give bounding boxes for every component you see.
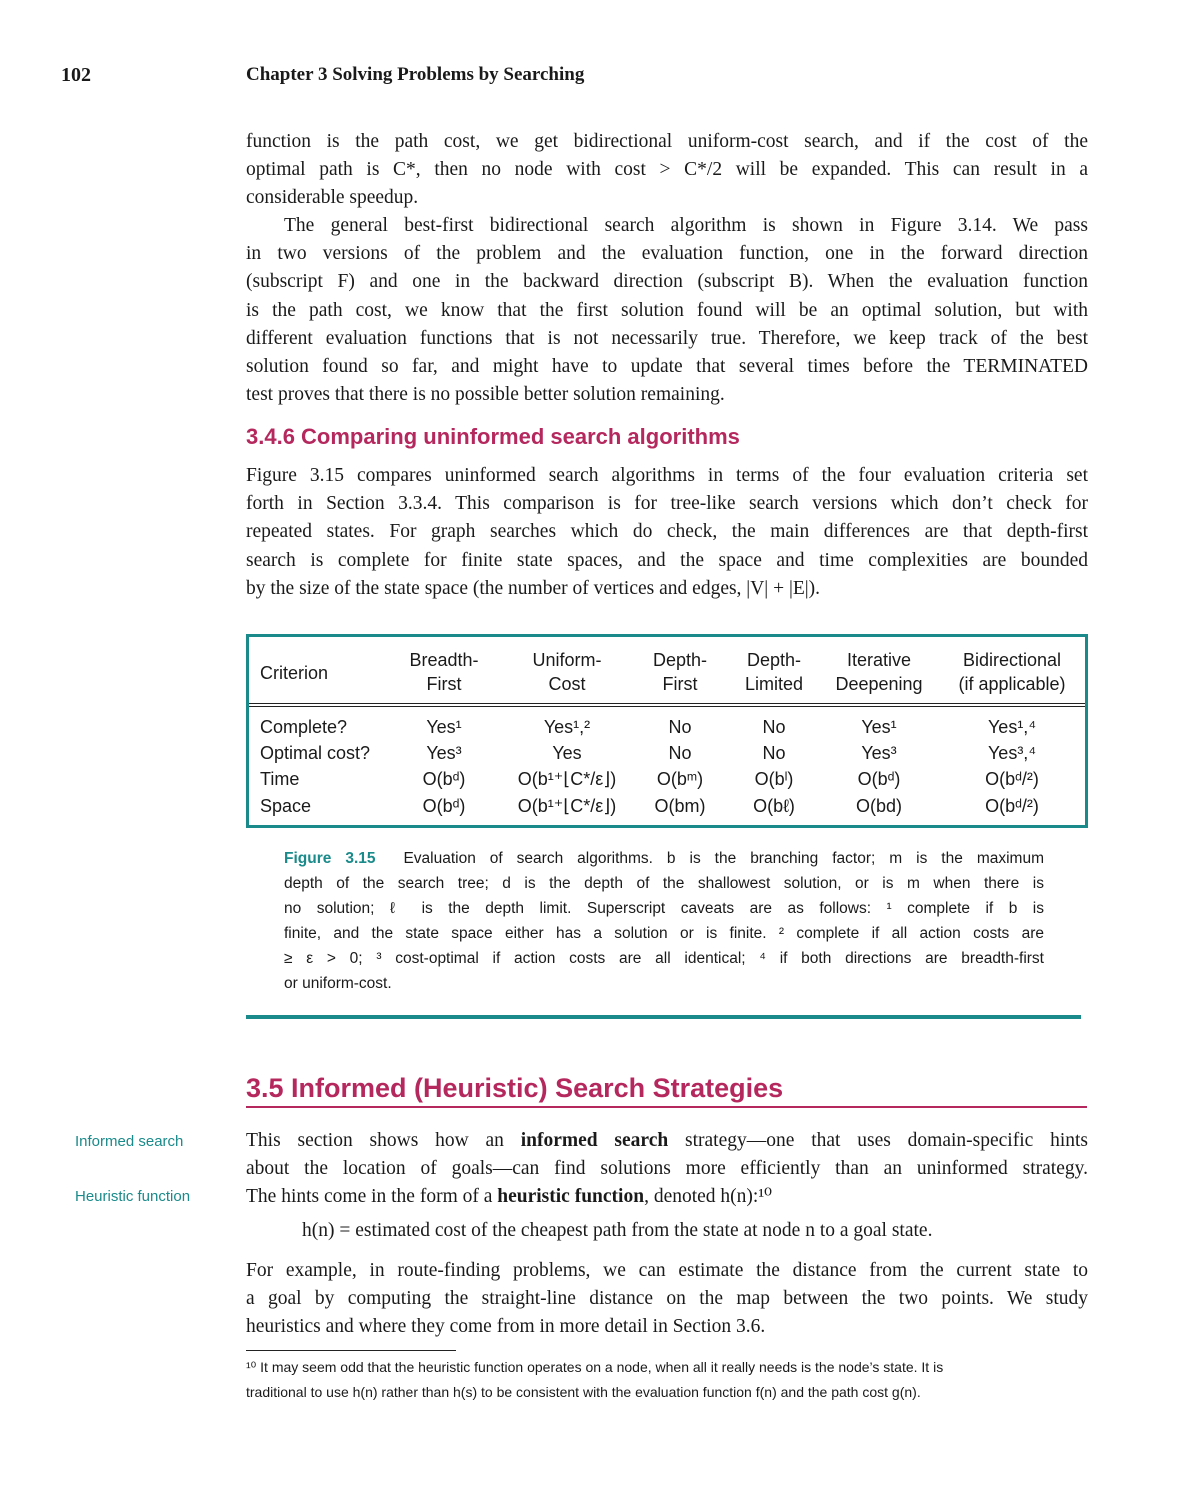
table-cell: Yes¹	[426, 717, 462, 737]
text-line: considerable speedup.	[246, 187, 419, 209]
table-header-col	[829, 648, 929, 696]
table-cell: Yes³,⁴	[987, 743, 1037, 763]
text-run: The hints come in the form of a	[246, 1186, 498, 1208]
margin-note-informed-search: Informed search	[75, 1133, 184, 1150]
text-line: heuristics and where they come from in more detail in Section 3.6.	[246, 1316, 766, 1338]
table-cell: O(bᵈ)	[422, 796, 466, 816]
table-row-label: Time	[260, 769, 300, 789]
table-cell: Yes³	[861, 743, 897, 763]
text-line: Figure 3.15 compares uninformed search algorithms in terms of the four evaluation criteria set	[246, 465, 1088, 486]
text-line	[246, 1127, 1088, 1155]
table-cell: O(bℓ)	[753, 796, 795, 816]
table-cell: No	[668, 717, 692, 737]
table-cell: Yes¹,²	[543, 717, 591, 737]
text-line: test proves that there is no possible better solution remaining.	[246, 384, 725, 406]
text-line: a goal by computing the straight-line distance on the map between the two points. We study	[246, 1288, 1088, 1310]
header-line: Iterative	[846, 650, 912, 670]
page-number: 102	[61, 64, 91, 86]
table-cell: No	[762, 717, 786, 737]
header-line: First	[662, 674, 698, 694]
table-row-label: Space	[260, 796, 312, 816]
table-rule	[249, 703, 1085, 704]
table-row-label: Complete?	[260, 717, 348, 737]
table-cell: O(b¹⁺⌊C*/ε⌋)	[517, 796, 617, 816]
table-cell: Yes	[552, 743, 582, 763]
figure-caption	[284, 846, 1044, 996]
table-header-col	[729, 648, 819, 696]
header-line: First	[426, 674, 462, 694]
table-cell: O(b¹⁺⌊C*/ε⌋)	[517, 769, 617, 789]
footnote-line: traditional to use h(n) rather than h(s) to be consistent with the evaluation function f(n) and the path cost g(n).	[246, 1384, 921, 1400]
header-line: Bidirectional	[962, 650, 1062, 670]
text-line: The general best-first bidirectional search algorithm is shown in Figure 3.14. We pass	[284, 215, 1088, 236]
table-cell: No	[668, 743, 692, 763]
table-header-criterion: Criterion	[260, 663, 329, 683]
subsection-title: 3.4.6 Comparing uninformed search algorithms	[246, 424, 740, 449]
table-cell: O(bᵈ/²)	[985, 769, 1039, 789]
header-line: Cost	[548, 674, 586, 694]
table-cell: O(bd)	[855, 796, 902, 816]
table-cell: Yes¹	[861, 717, 897, 737]
caption-label: Figure 3.15	[284, 850, 376, 867]
header-line: Uniform-	[532, 650, 602, 670]
term-heuristic-function: heuristic function	[497, 1186, 645, 1208]
text-line: For example, in route-finding problems, we can estimate the distance from the current state to	[246, 1260, 1088, 1281]
text-line: in two versions of the problem and the evaluation function, one in the forward direction	[246, 243, 1088, 265]
text-run: This section shows how an	[246, 1130, 521, 1151]
caption-line: or uniform-cost.	[284, 975, 392, 992]
table-header-col	[947, 648, 1077, 696]
text-line: optimal path is C*, then no node with cost > C*/2 will be expanded. This can result in a	[246, 159, 1088, 181]
text-line: (subscript F) and one in the backward direction (subscript B). When the evaluation function	[246, 271, 1088, 293]
footnote-line: ¹⁰ It may seem odd that the heuristic function operates on a node, when all it really needs is the node’s state. It is	[246, 1359, 944, 1375]
term-informed-search: informed search	[520, 1130, 669, 1151]
text-line: repeated states. For graph searches which do check, the main differences are that depth-first	[246, 521, 1088, 543]
header-line: Depth-	[746, 650, 802, 670]
table-rule	[249, 706, 1085, 707]
text-run: , denoted h(n):¹⁰	[644, 1186, 772, 1208]
margin-note-heuristic-function: Heuristic function	[75, 1188, 191, 1205]
caption-text: Evaluation of search algorithms. b is the branching factor; m is the maximum	[403, 850, 1044, 867]
figure-bottom-rule	[246, 1015, 1081, 1019]
caption-line: no solution; ℓ is the depth limit. Superscript caveats are as follows: ¹ complete if b is	[284, 900, 1044, 917]
chapter-header: Chapter 3 Solving Problems by Searching	[246, 64, 585, 85]
caption-line	[284, 846, 1044, 871]
table-cell: O(bᵐ)	[656, 769, 704, 789]
table-cell: O(bm)	[654, 796, 706, 816]
table-header-col	[507, 648, 627, 696]
footnote	[246, 1355, 1088, 1405]
table-cell: Yes³	[426, 743, 462, 763]
text-line: is the path cost, we know that the first solution found will be an optimal solution, but with	[246, 299, 1088, 321]
header-line: Breadth-	[409, 650, 479, 670]
table-cell: O(bˡ)	[754, 769, 794, 789]
table-header-col	[637, 648, 723, 696]
footnote-rule	[246, 1350, 456, 1351]
text-line: about the location of goals—can find solutions more efficiently than an uninformed strategy.	[246, 1158, 1088, 1180]
table-cell: O(bᵈ/²)	[985, 796, 1039, 816]
paragraph-5	[246, 1257, 1088, 1342]
text-line: by the size of the state space (the number of vertices and edges, |V| + |E|).	[246, 577, 821, 599]
section-title: 3.5 Informed (Heuristic) Search Strategies	[246, 1073, 784, 1103]
text-line: forth in Section 3.3.4. This comparison is for tree-like search versions which don’t check for	[246, 493, 1088, 515]
comparison-table	[246, 634, 1088, 828]
table-cell: O(bᵈ)	[857, 769, 901, 789]
table-header-col	[389, 648, 499, 696]
paragraph-3	[246, 462, 1088, 603]
text-line: different evaluation functions that is not necessarily true. Therefore, we keep track of the best	[246, 327, 1088, 349]
text-line: search is complete for finite state spaces, and the space and time complexities are bounded	[246, 549, 1088, 571]
header-line: Deepening	[835, 674, 923, 694]
table-cell: No	[762, 743, 786, 763]
caption-line: depth of the search tree; d is the depth of the shallowest solution, or is m when there is	[284, 875, 1044, 892]
table-row-label: Optimal cost?	[260, 743, 371, 763]
paragraph-2	[246, 212, 1088, 409]
text-line: function is the path cost, we get bidirectional uniform-cost search, and if the cost of the	[246, 131, 1088, 152]
text-line: solution found so far, and might have to update that several times before the TERMINATED	[246, 356, 1088, 378]
caption-line: ≥ ε > 0; ³ cost-optimal if action costs are all identical; ⁴ if both directions are breadth-first	[284, 950, 1044, 967]
text-line	[246, 1183, 1088, 1211]
table-cell: Yes¹,⁴	[987, 717, 1037, 737]
header-line: Depth-	[652, 650, 708, 670]
caption-line: finite, and the state space either has a solution or is finite. ² complete if all action costs are	[284, 925, 1044, 942]
section-title-rule	[246, 1106, 1087, 1108]
header-line: Limited	[744, 674, 804, 694]
paragraph-4	[246, 1127, 1088, 1212]
table-cell: O(bᵈ)	[422, 769, 466, 789]
paragraph-1	[246, 128, 1088, 213]
text-run: strategy—one that uses domain-specific hints	[668, 1130, 1089, 1151]
heuristic-equation: h(n) = estimated cost of the cheapest path from the state at node n to a goal state.	[302, 1220, 933, 1241]
header-line: (if applicable)	[958, 674, 1066, 694]
